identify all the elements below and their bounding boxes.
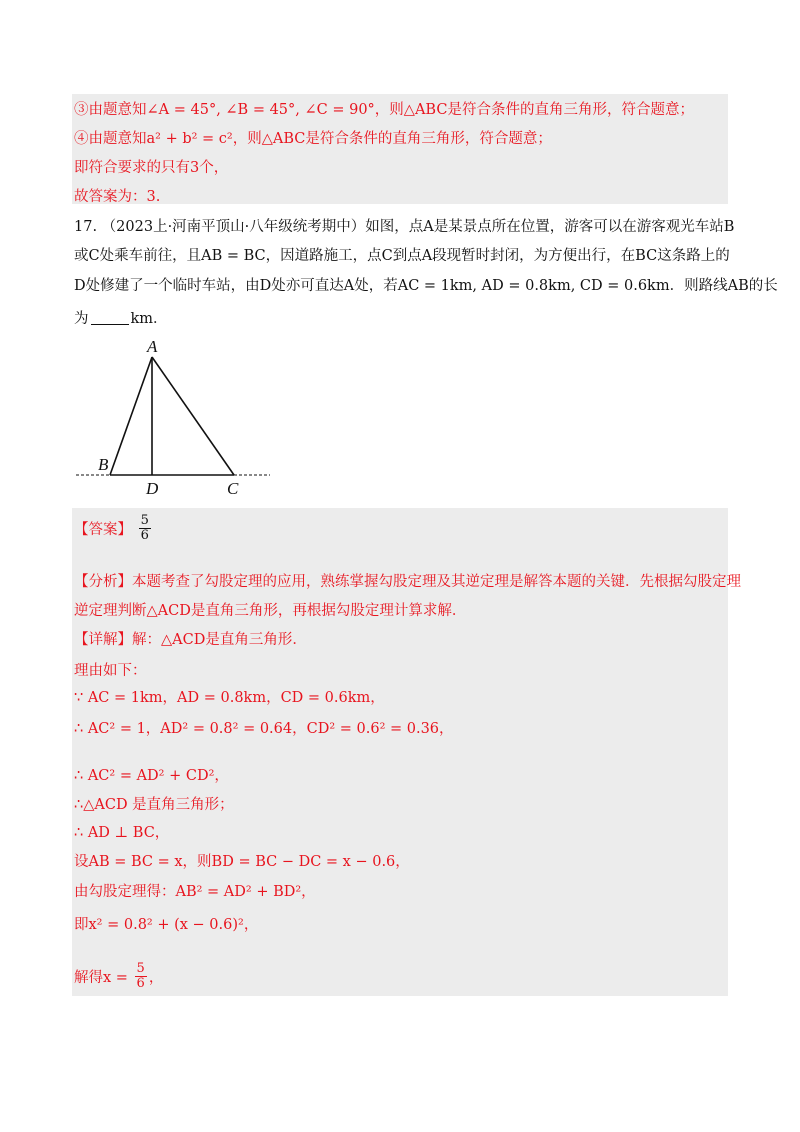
question-line4-suffix: km． [130, 311, 168, 327]
question-line4-prefix: 为 [74, 311, 89, 327]
question-line-3: D处修建了一个临时车站，由D处亦可直达A处，若AC = 1km, AD = 0.8km, CD = 0.6km．则路线AB的长 [74, 278, 778, 294]
segment-ac [152, 357, 234, 475]
label-d: D [146, 479, 159, 498]
detail-step-9-prefix: 解得x = [74, 970, 128, 986]
answer-denominator: 6 [140, 528, 149, 543]
detail-step-4: ∴△ACD 是直角三角形； [74, 797, 234, 813]
solution-fraction [135, 962, 147, 991]
detail-reason: 理由如下： [74, 663, 147, 679]
detail-step-5: ∴ AD ⊥ BC， [74, 825, 170, 841]
detail-step-9-suffix: ， [148, 970, 164, 986]
question-text-1: 如图，点A是某景点所在位置，游客可以在游客观光车站B [365, 219, 735, 235]
detail-step-8: 即x² = 0.8² + (x − 0.6)²， [74, 917, 259, 933]
analysis-line-2: 逆定理判断△ACD是直角三角形，再根据勾股定理计算求解． [74, 603, 467, 619]
label-a: A [147, 338, 158, 356]
analysis-tag: 【分析】 [74, 574, 132, 590]
prev-solution-line-3: ③由题意知∠A = 45°, ∠B = 45°, ∠C = 90°，则△ABC是符合条件的直角三角形，符合题意； [74, 102, 694, 118]
label-b: B [98, 455, 109, 474]
detail-intro-line [74, 628, 307, 649]
solution-denominator: 6 [136, 976, 145, 991]
detail-step-9 [74, 962, 163, 991]
detail-step-1: ∵ AC = 1km，AD = 0.8km，CD = 0.6km， [74, 690, 385, 706]
detail-step-6: 设AB = BC = x，则BD = BC − DC = x − 0.6， [74, 854, 410, 870]
analysis-line-1 [74, 570, 741, 591]
question-line-4 [74, 307, 168, 328]
question-line-2: 或C处乘车前往，且AB = BC，因道路施工，点C到点A段现暂时封闭，为方便出行，在BC这条路上的 [74, 248, 730, 264]
question-number: 17. [74, 219, 98, 235]
answer-tag: 【答案】 [74, 522, 132, 538]
detail-step-3: ∴ AC² = AD² + CD²， [74, 768, 229, 784]
solution-numerator: 5 [136, 961, 145, 976]
question-source: （2023上·河南平顶山·八年级统考期中） [101, 219, 366, 235]
prev-solution-line-6: 故答案为：3. [74, 189, 161, 205]
label-c: C [227, 479, 239, 498]
detail-step-2: ∴ AC² = 1，AD² = 0.8² = 0.64，CD² = 0.6² = 0.36， [74, 721, 454, 737]
detail-tag: 【详解】 [74, 632, 132, 648]
detail-intro: 解：△ACD是直角三角形． [132, 632, 307, 648]
answer-blank [91, 310, 129, 325]
analysis-text-1: 本题考查了勾股定理的应用，熟练掌握勾股定理及其逆定理是解答本题的关键．先根据勾股定理 [132, 574, 741, 590]
segment-ab [110, 357, 152, 475]
prev-solution-line-4: ④由题意知a² + b² = c²，则△ABC是符合条件的直角三角形，符合题意； [74, 131, 552, 147]
question-line-1 [74, 215, 734, 236]
prev-solution-line-5: 即符合要求的只有3个， [74, 160, 229, 176]
triangle-figure [72, 338, 282, 498]
detail-step-7: 由勾股定理得：AB² = AD² + BD²， [74, 884, 316, 900]
answer-line [74, 514, 153, 543]
answer-numerator: 5 [140, 513, 149, 528]
answer-fraction [139, 514, 151, 543]
